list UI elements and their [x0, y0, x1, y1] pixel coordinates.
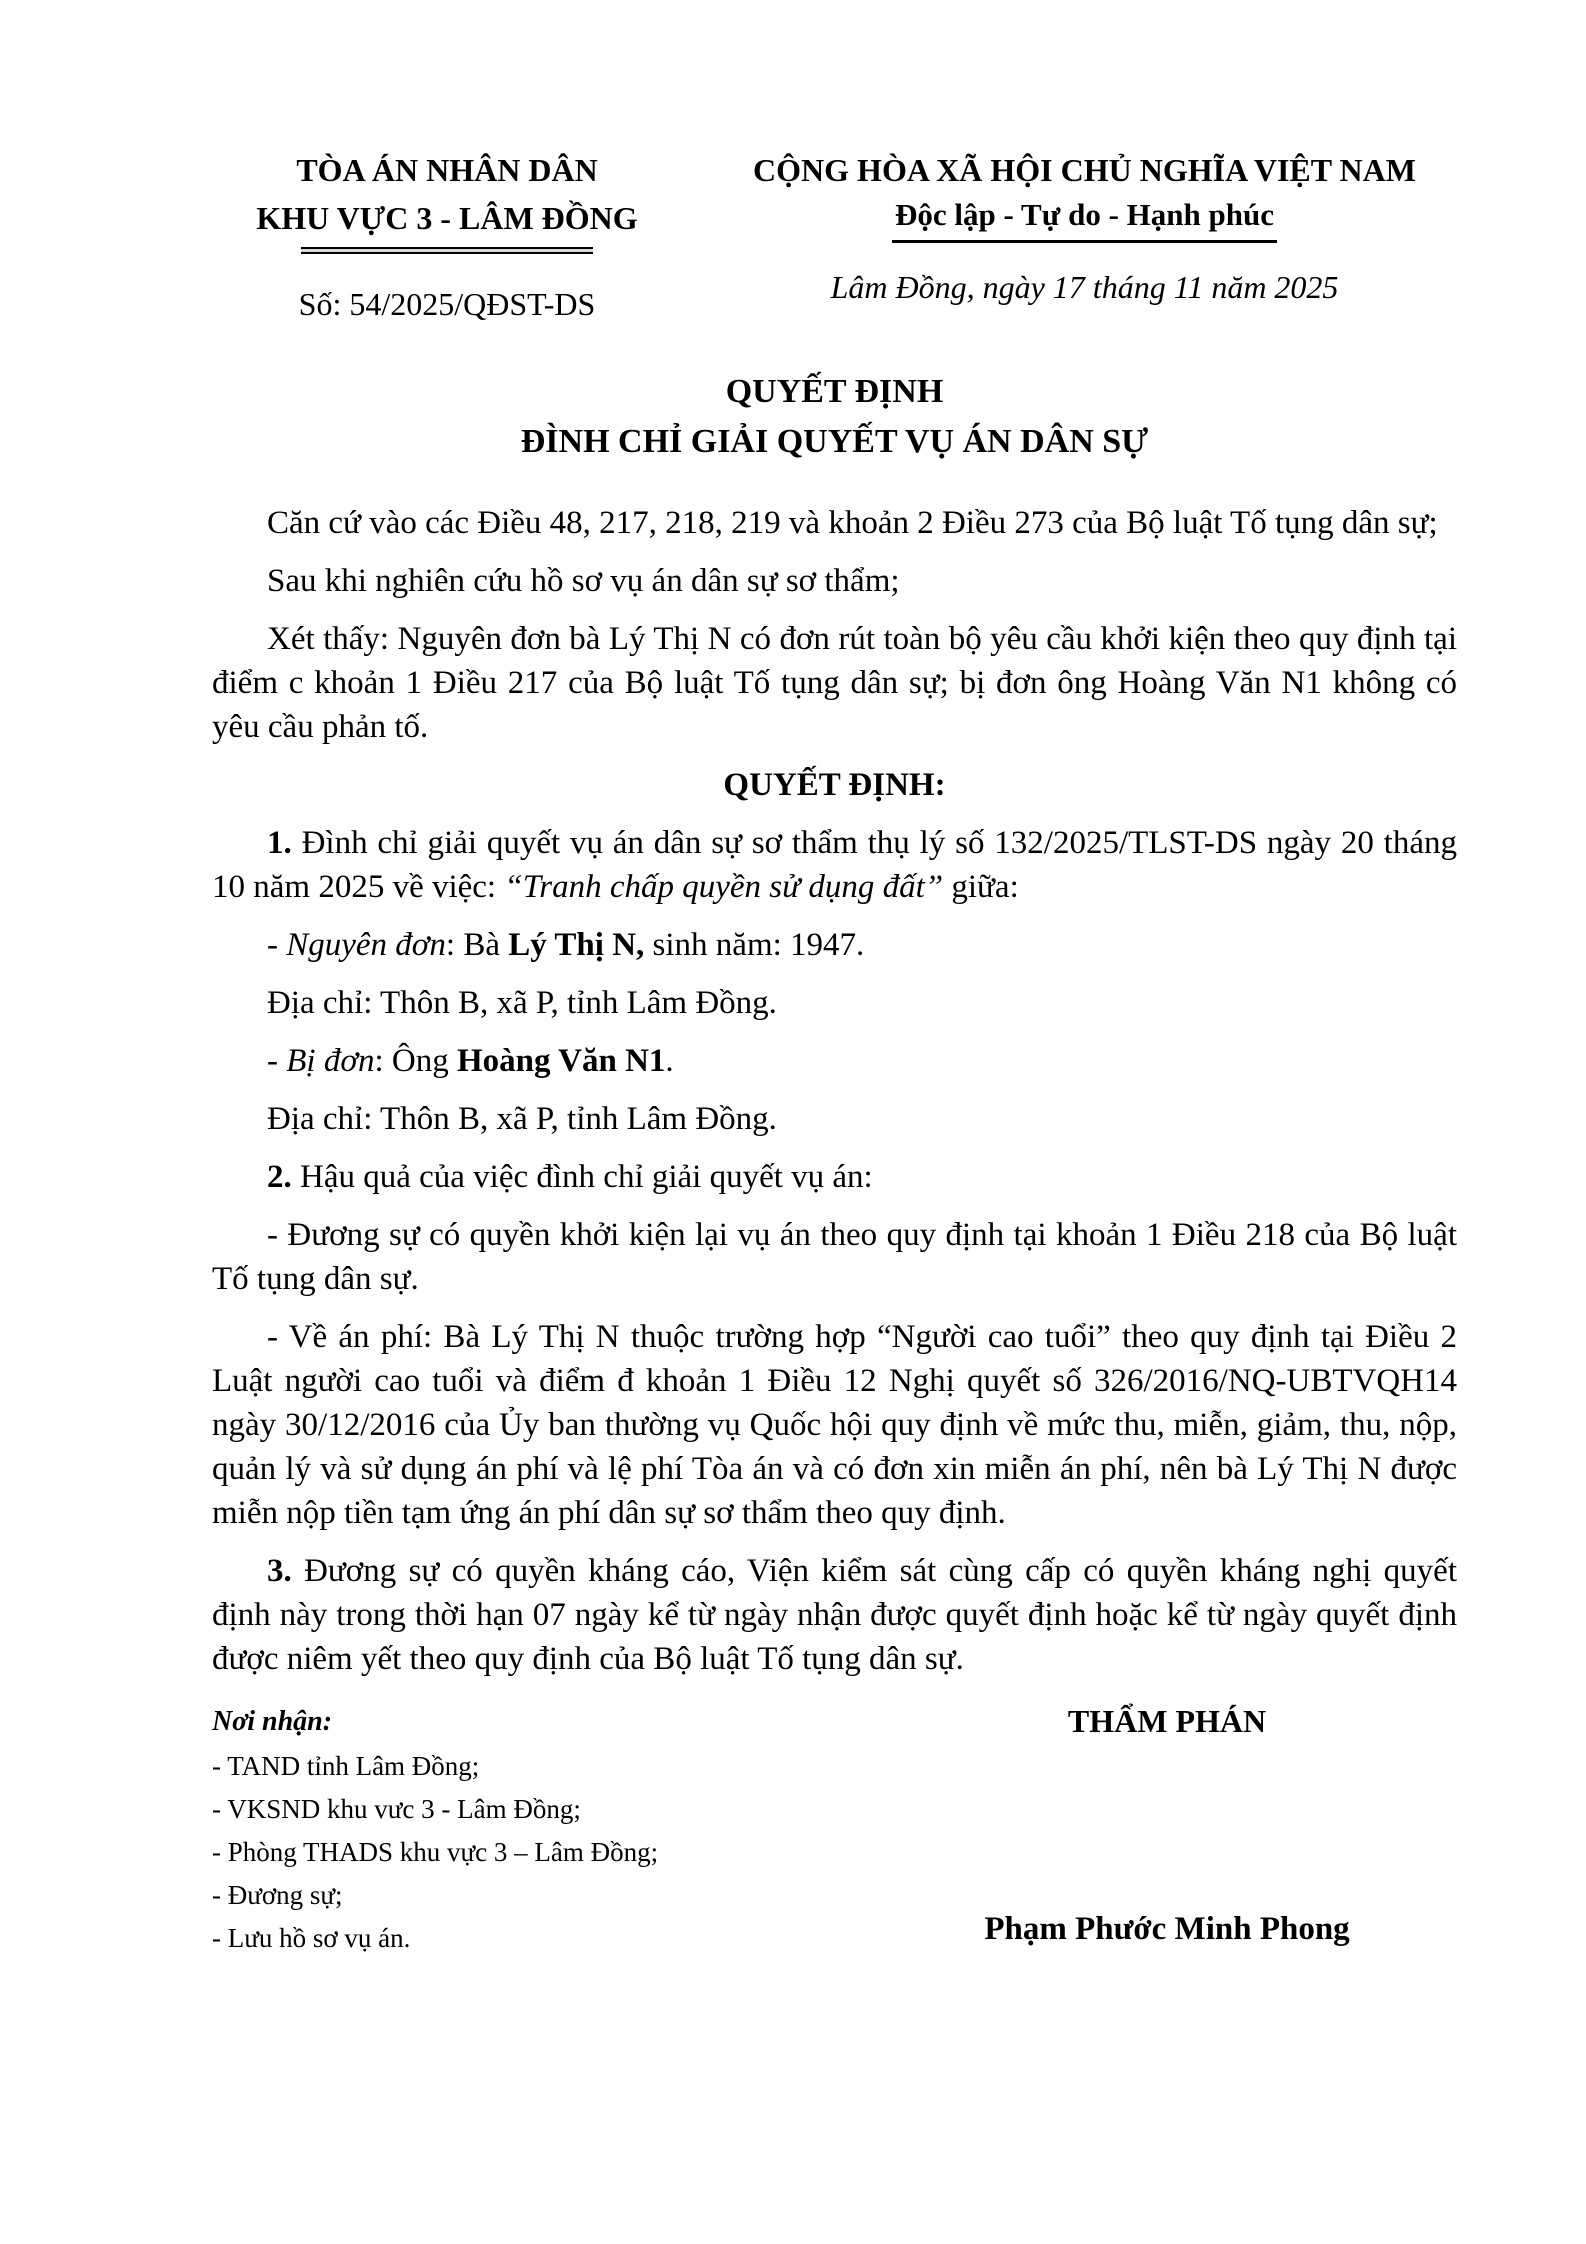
recipient-item: - TAND tỉnh Lâm Đồng;: [212, 1751, 480, 1781]
paragraph-after-review: Sau khi nghiên cứu hồ sơ vụ án dân sự sơ thẩm;: [267, 563, 900, 599]
paragraph-item2: [212, 1155, 1457, 1199]
document-header: [212, 146, 1457, 323]
national-title: CỘNG HÒA XÃ HỘI CHỦ NGHĨA VIỆT NAM: [753, 152, 1416, 188]
recipient-item: - Phòng THADS khu vực 3 – Lâm Đồng;: [212, 1837, 659, 1867]
recipients-block: [212, 1699, 852, 1960]
court-name-underline: [301, 247, 593, 254]
defendant-mid: : Ông: [374, 1043, 457, 1079]
paragraph-item3: [212, 1549, 1457, 1681]
document-footer: [212, 1699, 1457, 1960]
signer-name: Phạm Phước Minh Phong: [984, 1911, 1350, 1947]
defendant-role: Bị đơn: [286, 1043, 375, 1079]
document-number: Số: 54/2025/QĐST-DS: [298, 286, 596, 322]
paragraph-findings: Xét thấy: Nguyên đơn bà Lý Thị N có đơn rút toàn bộ yêu cầu khởi kiện theo quy định tại điểm c khoản 1 Điều 217 của Bộ luật Tố tụng dân sự; bị đơn ông Hoàng Văn N1 không có yêu cầu phản tố.: [212, 621, 1457, 745]
item1-number: 1.: [267, 825, 292, 861]
document-title-line2: ĐÌNH CHỈ GIẢI QUYẾT VỤ ÁN DÂN SỰ: [520, 423, 1149, 460]
defendant-tail: .: [665, 1043, 674, 1079]
court-name-line2: KHU VỰC 3 - LÂM ĐỒNG: [256, 200, 638, 236]
item3-text: Đương sự có quyền kháng cáo, Viện kiểm sát cùng cấp có quyền kháng nghị quyết định này trong thời hạn 07 ngày kể từ ngày nhận được quyết định hoặc kể từ ngày quyết định được niêm yết theo quy định của Bộ luật Tố tụng dân sự.: [212, 1553, 1457, 1677]
defendant-name: Hoàng Văn N1: [456, 1043, 666, 1079]
item1-case-name: “Tranh chấp quyền sử dụng đất”: [504, 869, 944, 905]
plaintiff-dash: -: [267, 927, 287, 963]
document-body: [212, 501, 1457, 1681]
item2-text: Hậu quả của việc đình chỉ giải quyết vụ án:: [291, 1159, 873, 1195]
plaintiff-tail: sinh năm: 1947.: [644, 927, 865, 963]
paragraph-plaintiff-address: Địa chỉ: Thôn B, xã P, tỉnh Lâm Đồng.: [267, 985, 777, 1021]
paragraph-item1: [212, 821, 1457, 909]
recipient-item: - Lưu hồ sơ vụ án.: [212, 1923, 411, 1953]
paragraph-plaintiff: [212, 923, 1457, 967]
issuing-court-block: [212, 146, 682, 323]
place-date-line: Lâm Đồng, ngày 17 tháng 11 năm 2025: [830, 269, 1339, 305]
plaintiff-role: Nguyên đơn: [286, 927, 446, 963]
item2-number: 2.: [267, 1159, 292, 1195]
national-motto: Độc lập - Tự do - Hạnh phúc: [892, 194, 1277, 243]
item1-text-before: Đình chỉ giải quyết vụ án dân sự sơ thẩm thụ lý số 132/2025/TLST-DS ngày 20 tháng 10 năm 2025 về việc:: [212, 825, 1457, 905]
recipients-label: Nơi nhận:: [212, 1706, 333, 1737]
national-header-block: [712, 146, 1457, 306]
plaintiff-name: Lý Thị N,: [508, 927, 645, 963]
signer-title: THẨM PHÁN: [1067, 1703, 1267, 1739]
paragraph-legal-basis: Căn cứ vào các Điều 48, 217, 218, 219 và khoản 2 Điều 273 của Bộ luật Tố tụng dân sự;: [267, 505, 1438, 541]
defendant-dash: -: [267, 1043, 287, 1079]
item3-number: 3.: [267, 1553, 292, 1589]
recipient-item: - Đương sự;: [212, 1880, 343, 1910]
signature-block: [877, 1699, 1457, 1960]
paragraph-consequence: - Đương sự có quyền khởi kiện lại vụ án theo quy định tại khoản 1 Điều 218 của Bộ luật Tố tụng dân sự.: [212, 1217, 1457, 1297]
plaintiff-mid: : Bà: [445, 927, 509, 963]
paragraph-defendant-address: Địa chỉ: Thôn B, xã P, tỉnh Lâm Đồng.: [267, 1101, 777, 1137]
recipient-item: - VKSND khu vưc 3 - Lâm Đồng;: [212, 1794, 581, 1824]
motto-row: [712, 194, 1457, 243]
court-name-line1: TÒA ÁN NHÂN DÂN: [296, 152, 598, 188]
paragraph-defendant: [212, 1039, 1457, 1083]
document-title: [212, 367, 1457, 467]
paragraph-fees: - Về án phí: Bà Lý Thị N thuộc trường hợp “Người cao tuổi” theo quy định tại Điều 2 Luật người cao tuổi và điểm đ khoản 1 Điều 12 Nghị quyết số 326/2016/NQ-UBTVQH14 ngày 30/12/2016 của Ủy ban thường vụ Quốc hội quy định về mức thu, miễn, giảm, thu, nộp, quản lý và sử dụng án phí và lệ phí Tòa án và có đơn xin miễn án phí, nên bà Lý Thị N được miễn nộp tiền tạm ứng án phí dân sự sơ thẩm theo quy định.: [212, 1319, 1457, 1531]
item1-text-after: giữa:: [943, 869, 1019, 905]
decision-heading: QUYẾT ĐỊNH:: [723, 767, 946, 803]
document-title-line1: QUYẾT ĐỊNH: [725, 373, 944, 410]
